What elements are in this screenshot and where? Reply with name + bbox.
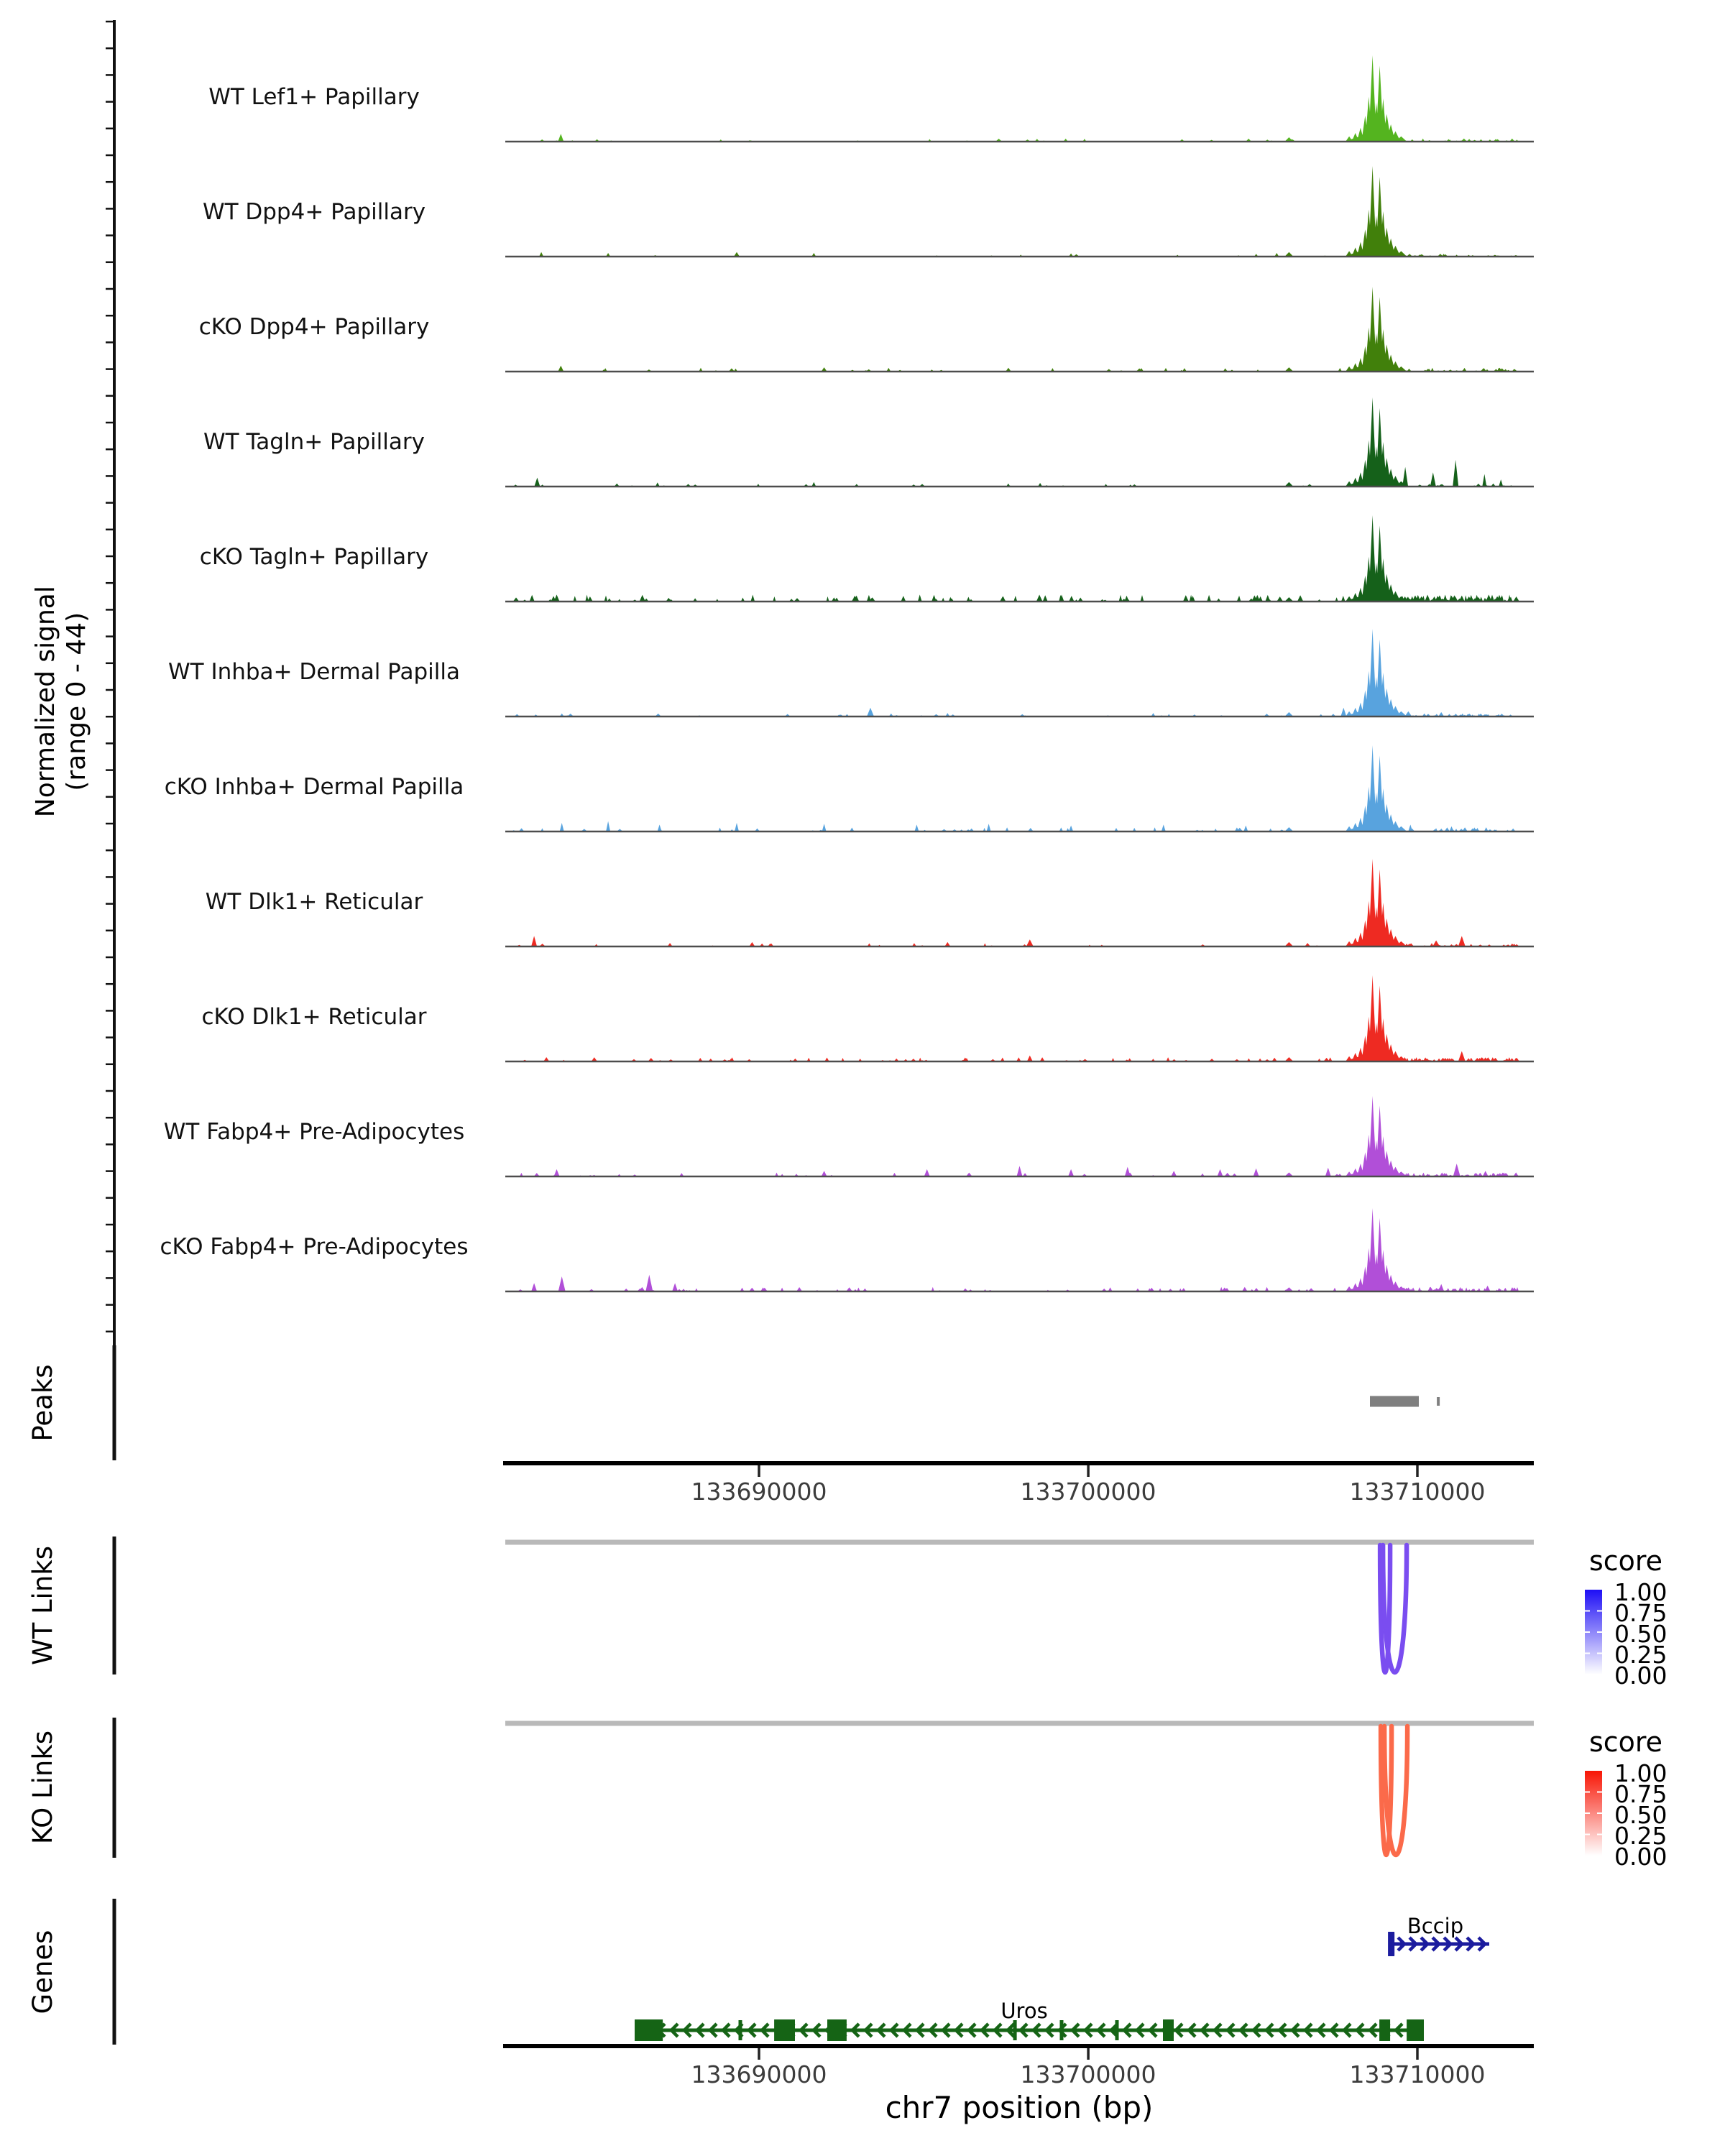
signal-track-10 xyxy=(505,1208,1534,1291)
track-label-cko-inhba: cKO Inhba+ Dermal Papilla xyxy=(164,774,464,800)
gene-label-bccip: Bccip xyxy=(1407,1914,1464,1938)
y-axis-label-line2: (range 0 - 44) xyxy=(62,612,91,791)
ko-legend-value-050: 0.50 xyxy=(1614,1801,1668,1829)
ko-legend-value-000: 0.00 xyxy=(1614,1843,1668,1871)
ko-legend-value-100: 1.00 xyxy=(1614,1759,1668,1787)
gene-exon-Uros xyxy=(635,2019,663,2041)
track-label-wt-lef1: WT Lef1+ Papillary xyxy=(208,84,420,110)
wt-legend-value-025: 0.25 xyxy=(1614,1641,1668,1669)
section-label-genes: Genes xyxy=(27,1930,58,2014)
section-label-peaks: Peaks xyxy=(27,1364,58,1442)
signal-track-1 xyxy=(505,166,1534,257)
ko-legend-value-075: 0.75 xyxy=(1614,1780,1668,1808)
track-label-wt-dpp4: WT Dpp4+ Papillary xyxy=(202,199,426,225)
x-axis-title: chr7 position (bp) xyxy=(885,2090,1154,2125)
signal-track-5 xyxy=(505,629,1534,717)
y-axis-label xyxy=(30,500,92,903)
wt-link-arc-1 xyxy=(1383,1545,1407,1672)
signal-track-4 xyxy=(505,515,1534,602)
track-label-cko-fabp4: cKO Fabp4+ Pre-Adipocytes xyxy=(160,1234,469,1260)
signal-track-7 xyxy=(505,859,1534,946)
signal-track-3 xyxy=(505,397,1534,487)
section-label-wt-links: WT Links xyxy=(27,1546,58,1665)
gene-label-uros: Uros xyxy=(1000,1999,1048,2023)
track-label-cko-dlk1: cKO Dlk1+ Reticular xyxy=(201,1004,427,1030)
gene-exon-Uros xyxy=(827,2019,847,2041)
track-label-wt-inhba: WT Inhba+ Dermal Papilla xyxy=(168,659,460,685)
peak-box-0 xyxy=(1370,1396,1419,1407)
ko-links-legend-title: score xyxy=(1588,1726,1663,1758)
peak-box-1 xyxy=(1437,1397,1440,1406)
signal-track-2 xyxy=(505,287,1534,372)
track-label-wt-tagln: WT Tagln+ Papillary xyxy=(203,429,425,455)
signal-track-0 xyxy=(505,55,1534,142)
gene-exon-Uros xyxy=(774,2019,795,2041)
wt-legend-value-100: 1.00 xyxy=(1614,1578,1668,1606)
track-label-cko-dpp4: cKO Dpp4+ Papillary xyxy=(198,314,430,340)
gene-exon-Uros xyxy=(1379,2019,1390,2041)
wt-legend-value-050: 0.50 xyxy=(1614,1620,1668,1648)
ko-legend-value-025: 0.25 xyxy=(1614,1822,1668,1850)
axis1-tick-133700000: 133700000 xyxy=(1020,1478,1156,1506)
track-label-wt-dlk1: WT Dlk1+ Reticular xyxy=(205,889,423,915)
axis2-tick-133690000: 133690000 xyxy=(691,2060,827,2088)
wt-legend-value-000: 0.00 xyxy=(1614,1662,1668,1690)
section-label-ko-links: KO Links xyxy=(27,1730,58,1845)
axis1-tick-133690000: 133690000 xyxy=(691,1478,827,1506)
track-label-cko-tagln: cKO Tagln+ Papillary xyxy=(199,544,429,570)
gene-exon-Uros xyxy=(1163,2019,1174,2041)
y-axis-label-line1: Normalized signal xyxy=(30,586,60,818)
axis2-tick-133700000: 133700000 xyxy=(1020,2060,1156,2088)
track-label-wt-fabp4: WT Fabp4+ Pre-Adipocytes xyxy=(163,1119,465,1145)
signal-track-6 xyxy=(505,745,1534,831)
wt-legend-value-075: 0.75 xyxy=(1614,1599,1668,1627)
signal-track-8 xyxy=(505,975,1534,1061)
gene-exon-Uros xyxy=(1407,2019,1424,2041)
axis1-tick-133710000: 133710000 xyxy=(1349,1478,1486,1506)
axis2-tick-133710000: 133710000 xyxy=(1349,2060,1486,2088)
ko-link-arc-1 xyxy=(1384,1726,1407,1855)
wt-links-legend-title: score xyxy=(1588,1545,1663,1577)
signal-track-9 xyxy=(505,1096,1534,1176)
